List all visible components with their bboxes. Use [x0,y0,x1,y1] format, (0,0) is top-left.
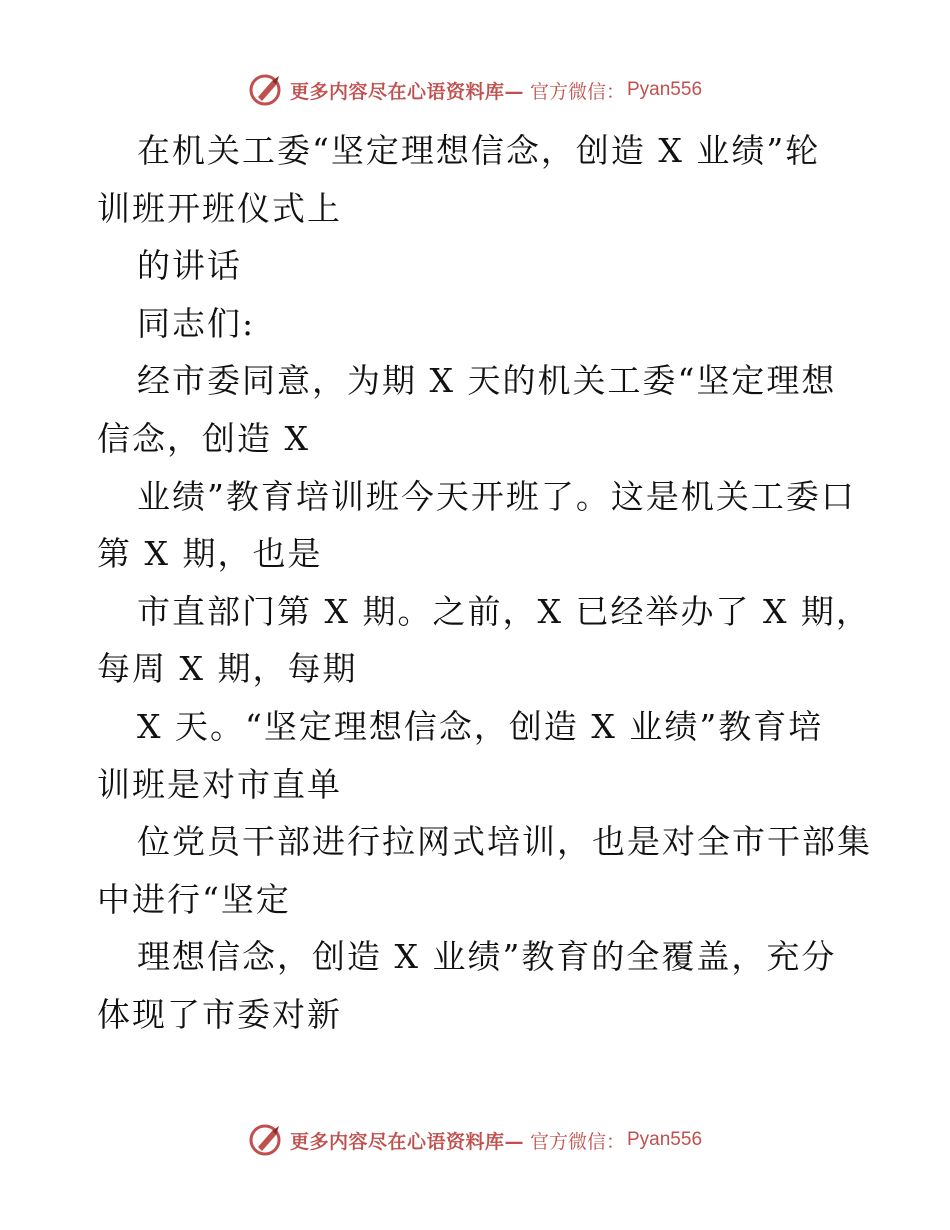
banner-text: 更多内容尽在心语资料库— [289,1130,524,1153]
text-line: 第 X 期，也是 [97,534,323,574]
text-line: 理想信念，创造 X 业绩”教育的全覆盖，充分 [137,937,837,977]
logo-pen-icon [248,1123,286,1157]
header-banner [0,70,950,110]
text-line: 业绩”教育培训班今天开班了。这是机关工委口 [137,476,856,516]
banner-wechat-label: 官方微信： [529,80,625,103]
banner-text: 更多内容尽在心语资料库— [289,80,524,103]
text-line: 在机关工委“坚定理想信念，创造 X 业绩”轮 [137,131,821,170]
text-line: 信念，创造 X [97,418,310,458]
text-line: 训班是对市直单 [97,764,342,804]
footer-banner [0,1120,950,1160]
text-line: 市直部门第 X 期。之前，X 已经举办了 X 期， [137,591,871,631]
text-line: 每周 X 期，每期 [97,649,358,689]
text-line: 同志们: [137,303,256,343]
text-line: 体现了市委对新 [97,994,342,1034]
document-body [97,122,872,1044]
banner-wechat-label: 官方微信： [529,1130,625,1153]
logo-pen-icon [248,73,286,107]
text-line: 的讲话 [137,246,242,286]
banner-wechat-id: Pyan556 [627,1129,703,1150]
text-line: 位党员干部进行拉网式培训，也是对全市干部集 [137,822,872,862]
banner-wechat-id: Pyan556 [627,79,703,100]
text-line: 经市委同意，为期 X 天的机关工委“坚定理想 [137,361,837,401]
text-line: 中进行“坚定 [97,879,291,919]
text-line: X 天。“坚定理想信念，创造 X 业绩”教育培 [137,706,824,746]
text-line: 训班开班仪式上 [97,188,342,228]
